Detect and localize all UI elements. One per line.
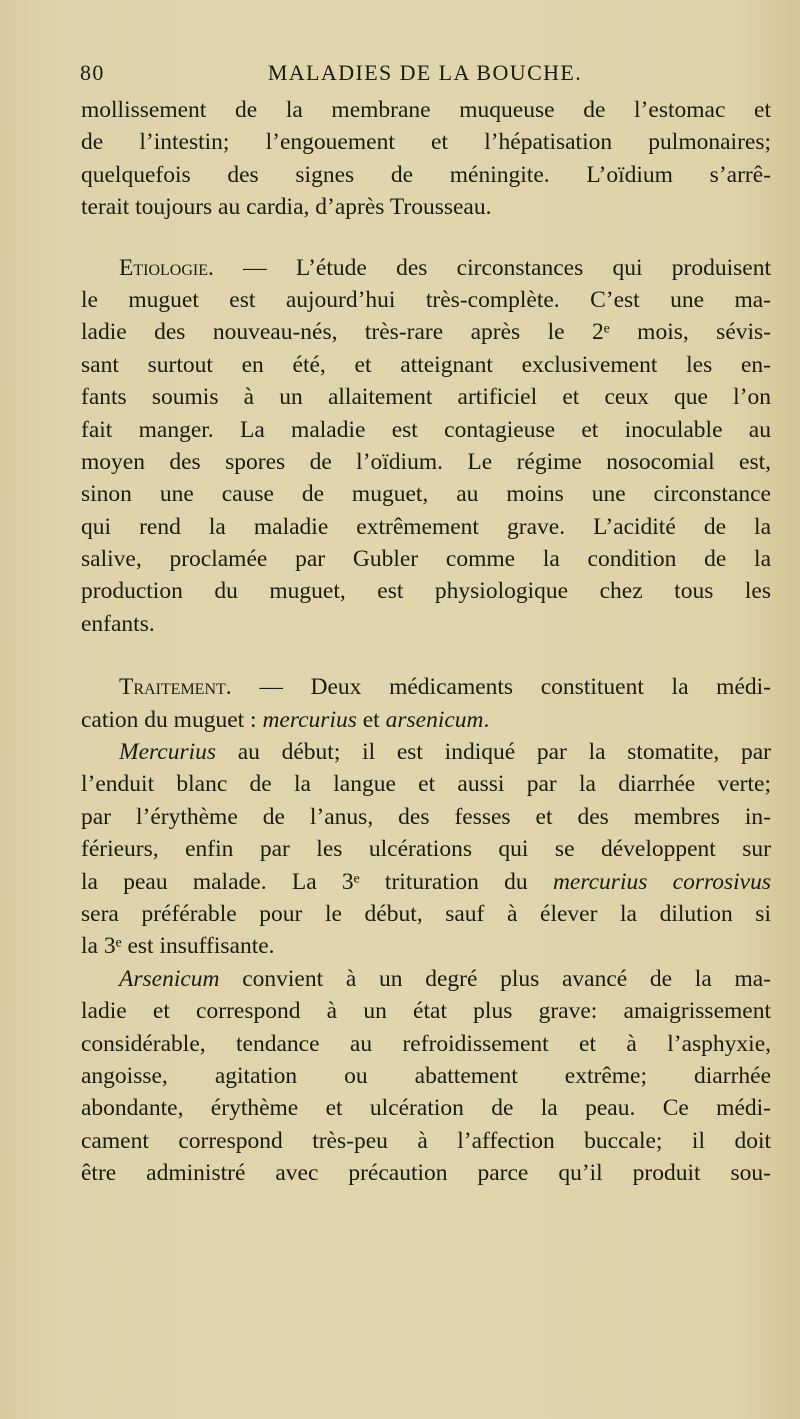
- text-line: [81, 736, 771, 768]
- section-heading-etiologie: Etiologie.: [119, 254, 214, 281]
- running-title: MALADIES DE LA BOUCHE.: [267, 60, 583, 85]
- text-line: [81, 252, 771, 284]
- text-line: sant surtout en été, et atteignant exclusivement les en-: [81, 351, 771, 378]
- page-number: 80: [80, 60, 105, 85]
- text-line: qui rend la maladie extrêmement grave. L’acidité de la: [81, 513, 771, 540]
- paragraph-arsenicum: [81, 963, 771, 1190]
- text-line: fants soumis à un allaitement artificiel et ceux que l’on: [81, 384, 771, 411]
- paragraph-etiologie: [81, 252, 771, 641]
- body-text: [81, 94, 771, 1190]
- text-line: de l’intestin; l’engouement et l’hépatisation pulmonaires;: [81, 129, 771, 156]
- text-line: considérable, tendance au refroidissement et à l’asphyxie,: [81, 1030, 771, 1057]
- term-mercurius-corrosivus: mercurius corrosivus: [552, 868, 771, 895]
- text-line: terait toujours au cardia, d’après Trousseau.: [81, 194, 492, 221]
- text-run: la peau malade. La 3ᵉ trituration du: [81, 868, 553, 895]
- text-line: quelquefois des signes de méningite. L’oïdium s’arrê-: [81, 161, 771, 188]
- text-line: ladie des nouveau-nés, très-rare après le 2ᵉ mois, sévis-: [81, 319, 771, 346]
- text-run: — L’étude des circonstances qui produisent: [213, 254, 771, 281]
- text-line: cament correspond très-peu à l’affection buccale; il doit: [81, 1127, 771, 1154]
- text-line: [81, 671, 771, 703]
- text-line: fait manger. La maladie est contagieuse et inoculable au: [81, 416, 771, 443]
- text-line: production du muguet, est physiologique chez tous les: [81, 578, 771, 605]
- section-heading-traitement: Traitement.: [119, 674, 232, 701]
- term-mercurius-lead: Mercurius: [119, 739, 217, 766]
- term-mercurius: mercurius: [262, 706, 357, 733]
- paragraph-traitement: [81, 671, 771, 736]
- text-run: convient à un degré plus avancé de la ma-: [219, 965, 771, 992]
- text-run: cation du muguet :: [81, 706, 263, 733]
- paragraph-mercurius: [81, 736, 771, 963]
- text-run: — Deux médicaments constituent la médi-: [231, 674, 771, 701]
- text-line: sinon une cause de muguet, au moins une circonstance: [81, 481, 771, 508]
- text-line: le muguet est aujourd’hui très-complète. C’est une ma-: [81, 286, 771, 313]
- text-line: angoisse, agitation ou abattement extrême; diarrhée: [81, 1062, 771, 1089]
- text-line: par l’érythème de l’anus, des fesses et des membres in-: [81, 803, 771, 830]
- text-line: ladie et correspond à un état plus grave: amaigrissement: [81, 998, 771, 1025]
- paragraph-continuation: [81, 94, 771, 224]
- text-line: [81, 704, 771, 736]
- page-header: [80, 56, 770, 92]
- text-line: moyen des spores de l’oïdium. Le régime nosocomial est,: [81, 448, 771, 475]
- text-line: férieurs, enfin par les ulcérations qui se développent sur: [81, 836, 771, 863]
- text-line: mollissement de la membrane muqueuse de l’estomac et: [81, 97, 771, 123]
- text-line: [81, 866, 771, 898]
- text-line: la 3ᵉ est insuffisante.: [81, 933, 275, 960]
- text-run: .: [483, 706, 490, 733]
- term-arsenicum-lead: Arsenicum: [119, 965, 220, 992]
- text-line: [81, 963, 771, 995]
- text-line: sera préférable pour le début, sauf à élever la dilution si: [81, 900, 771, 927]
- text-line: l’enduit blanc de la langue et aussi par la diarrhée verte;: [81, 771, 771, 798]
- text-line: abondante, érythème et ulcération de la peau. Ce médi-: [81, 1095, 771, 1122]
- term-arsenicum: arsenicum: [385, 706, 484, 733]
- text-line: salive, proclamée par Gubler comme la condition de la: [81, 546, 771, 573]
- text-run: au début; il est indiqué par la stomatite, par: [216, 739, 771, 766]
- text-line: être administré avec précaution parce qu’il produit sou-: [81, 1160, 771, 1187]
- text-run: et: [356, 706, 386, 733]
- text-line: enfants.: [81, 610, 155, 637]
